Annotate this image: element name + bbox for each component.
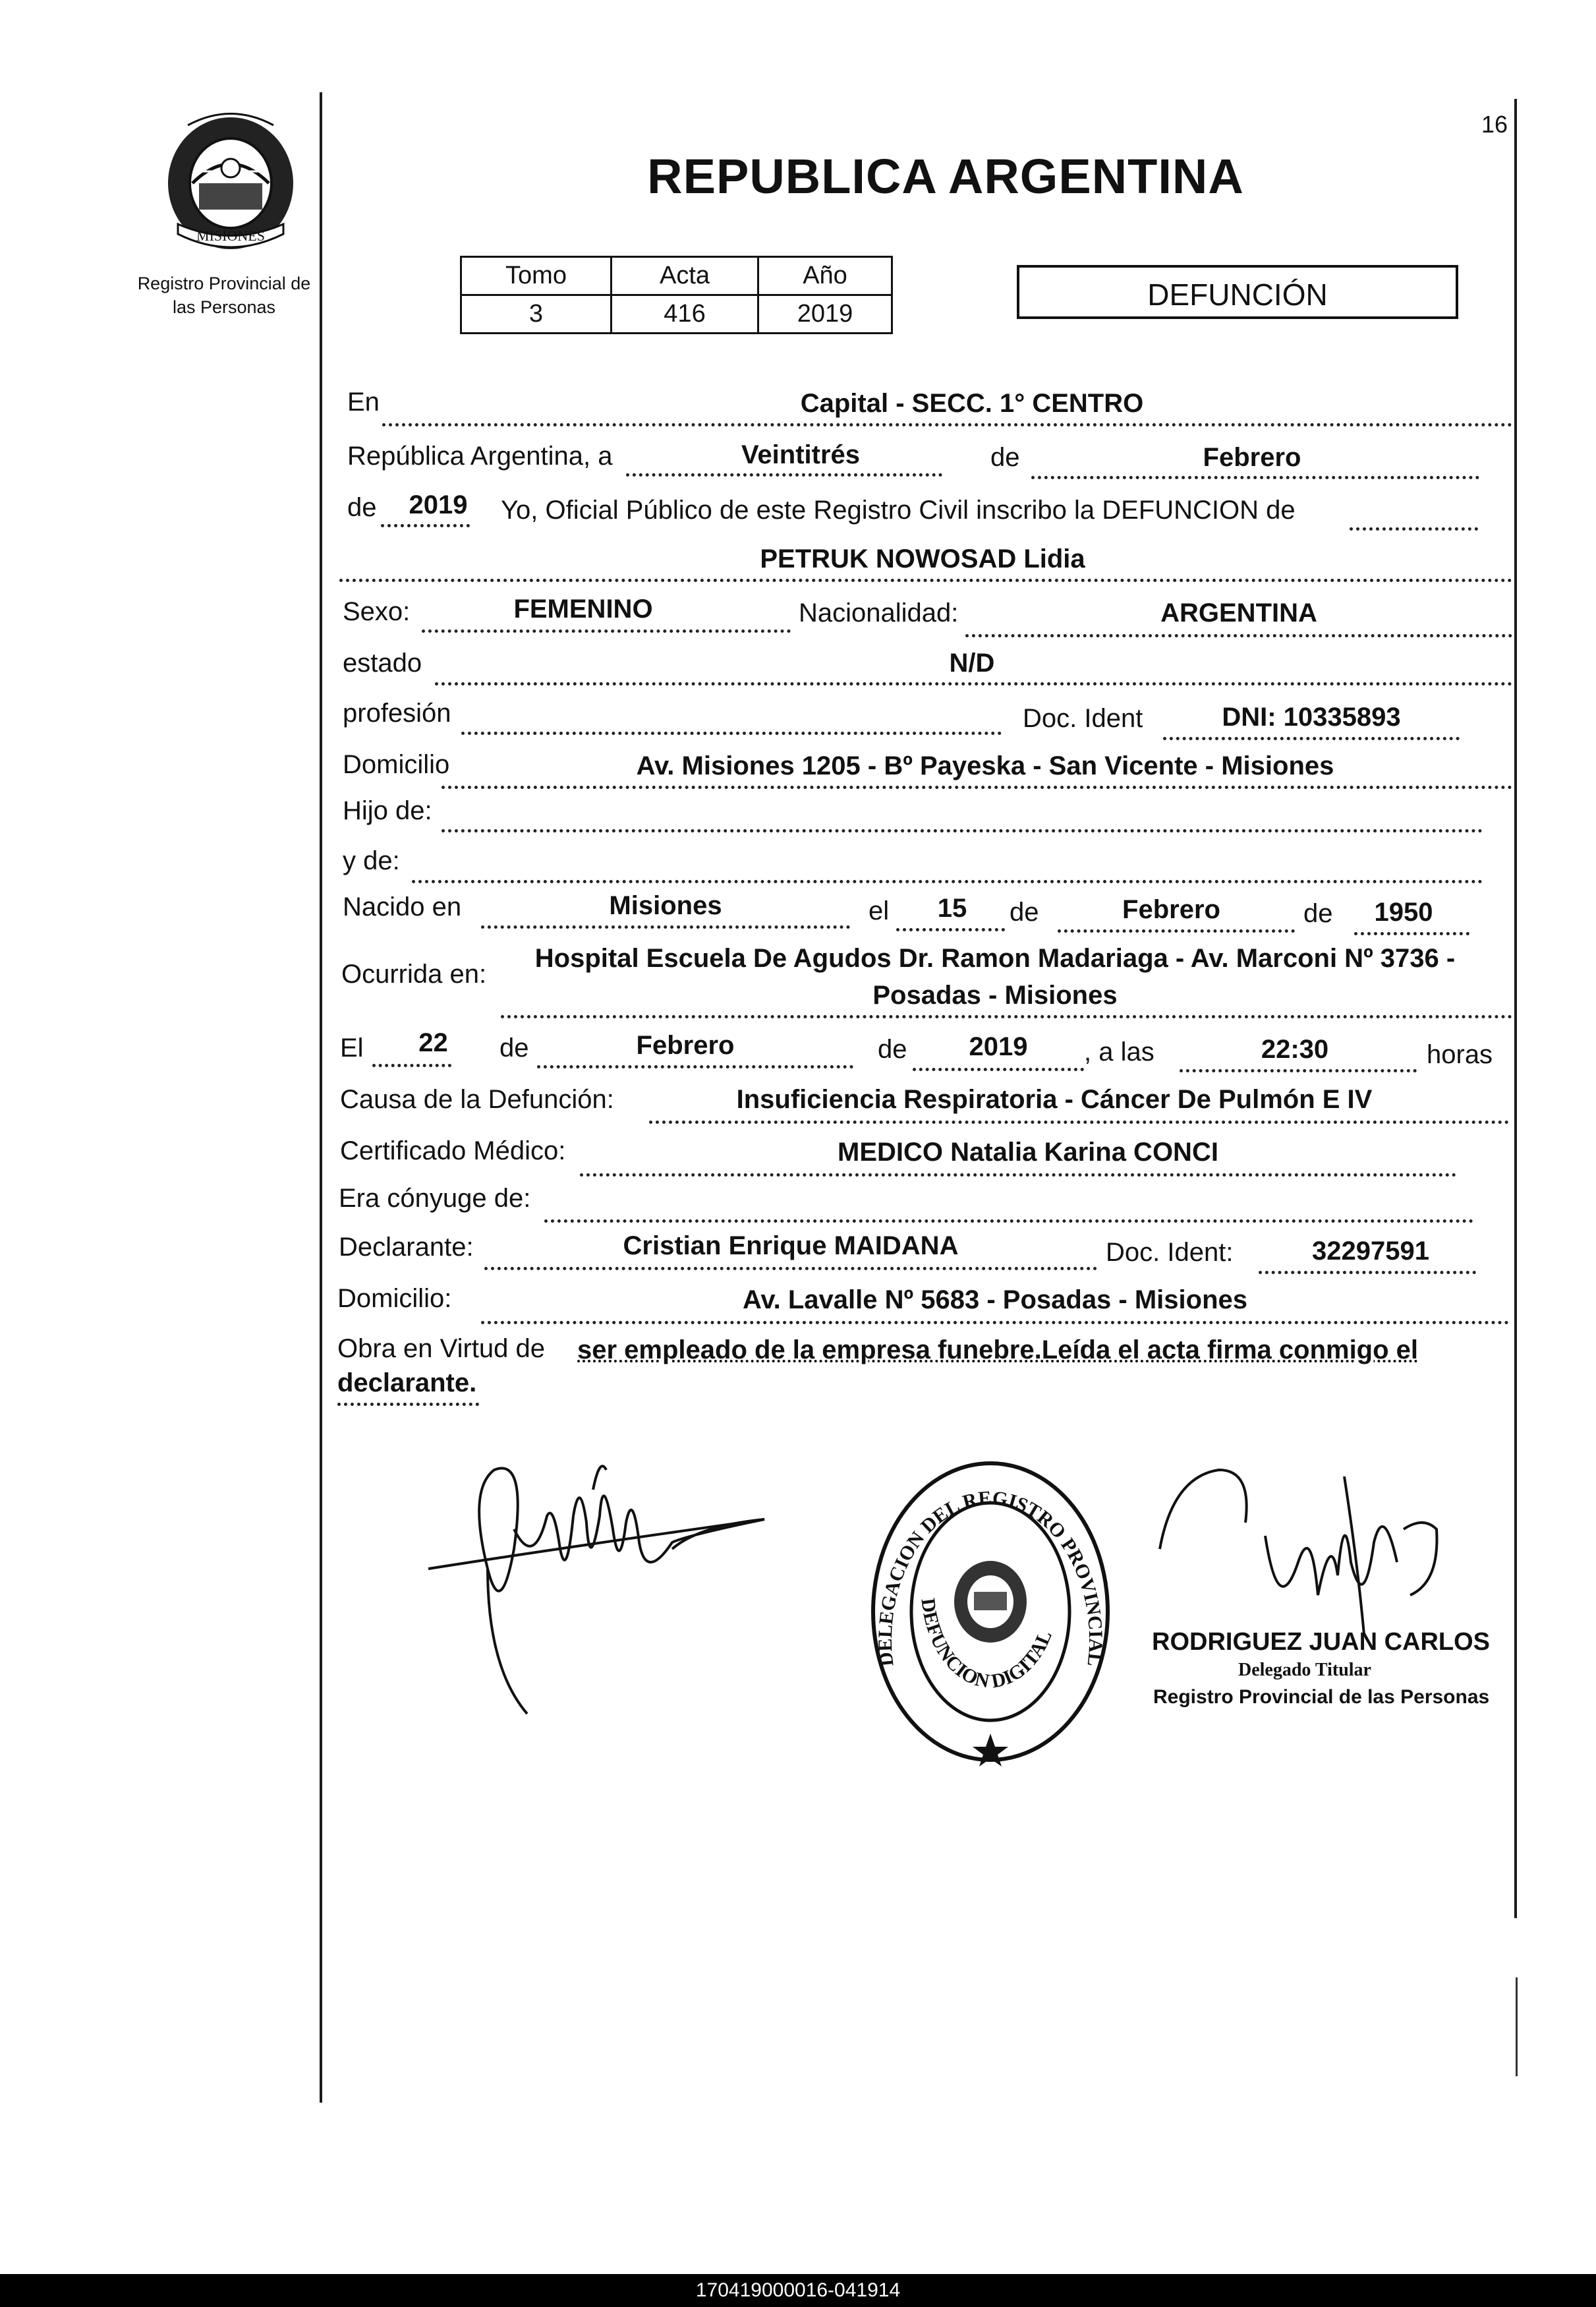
right-margin-line-lower <box>1516 1977 1518 2076</box>
deceased-name: PETRUK NOWOSAD Lidia <box>760 544 1085 573</box>
dotted-line <box>1180 1069 1417 1072</box>
anio-inscripcion: 2019 <box>409 490 468 519</box>
acta-header: Acta <box>612 257 758 295</box>
doc-ident-label: Doc. Ident <box>1023 704 1143 733</box>
dotted-line <box>442 829 1483 832</box>
dia-value: Veintitrés <box>741 440 861 469</box>
declarante-value: Cristian Enrique MAIDANA <box>623 1231 959 1260</box>
dotted-line <box>381 524 470 527</box>
dotted-line <box>337 1403 479 1406</box>
causa-value: Insuficiencia Respiratoria - Cáncer De Pulmón E IV <box>736 1085 1373 1114</box>
dotted-line <box>1259 1271 1476 1274</box>
de-label: de <box>878 1035 907 1064</box>
el-label: El <box>340 1034 364 1063</box>
obra-value-line1: ser empleado de la empresa funebre.Leída el acta firma conmigo el <box>577 1335 1419 1364</box>
defuncion-hora: 22:30 <box>1261 1035 1329 1064</box>
dotted-line <box>382 423 1512 426</box>
record-type-box: DEFUNCIÓN <box>1017 265 1458 319</box>
official-name: RODRIGUEZ JUAN CARLOS <box>1152 1628 1491 1656</box>
dotted-line <box>435 682 1512 686</box>
nacimiento-anio: 1950 <box>1374 898 1433 927</box>
dotted-line <box>580 1173 1456 1177</box>
official-office: Registro Provincial de las Personas <box>1153 1686 1490 1708</box>
nacido-lugar: Misiones <box>609 891 722 920</box>
sexo-value: FEMENINO <box>513 595 653 624</box>
right-margin-line <box>1514 99 1517 1918</box>
logo-caption-line2: las Personas <box>172 297 276 317</box>
profesion-label: profesión <box>343 699 451 728</box>
stamp-ring-text: DELEGACION DEL REGISTRO PROVINCIAL <box>874 1487 1107 1668</box>
defuncion-anio: 2019 <box>969 1032 1028 1061</box>
domicilio-value: Av. Misiones 1205 - Bº Payeska - San Vicente - Misiones <box>636 751 1334 780</box>
certificado-value: MEDICO Natalia Karina CONCI <box>838 1138 1218 1167</box>
tomo-value: 3 <box>461 295 612 334</box>
a-las-label: , a las <box>1084 1037 1154 1066</box>
dotted-line <box>896 928 1005 931</box>
de-label: de <box>499 1034 529 1063</box>
dotted-line <box>481 925 850 929</box>
province-seal-logo <box>152 105 310 257</box>
dotted-line <box>339 579 1512 582</box>
de-label: de <box>990 443 1020 472</box>
certificado-label: Certificado Médico: <box>340 1136 566 1165</box>
conyuge-label: Era cónyuge de: <box>339 1184 531 1213</box>
left-margin-line <box>320 92 322 2103</box>
nacimiento-dia: 15 <box>937 894 967 923</box>
dotted-line <box>544 1219 1473 1223</box>
acta-value: 416 <box>612 295 758 334</box>
de-label: de <box>347 493 377 522</box>
record-table <box>460 256 893 334</box>
doc-ident-label-2: Doc. Ident: <box>1106 1238 1234 1267</box>
stamp-inner-text: DEFUNCION DIGITAL <box>917 1596 1056 1693</box>
el-label: el <box>869 896 890 925</box>
tomo-header: Tomo <box>461 257 612 295</box>
dotted-line <box>1031 476 1479 479</box>
inscripcion-text: Yo, Oficial Público de este Registro Civil inscribo la DEFUNCION de <box>501 496 1296 525</box>
dotted-line <box>965 634 1512 637</box>
mes-value: Febrero <box>1203 443 1301 472</box>
dotted-line <box>1058 929 1295 933</box>
obra-label: Obra en Virtud de <box>337 1334 546 1363</box>
dotted-line <box>372 1064 451 1067</box>
ocurrida-value-line1: Hospital Escuela De Agudos Dr. Ramon Madariaga - Av. Marconi Nº 3736 - <box>534 944 1456 973</box>
domicilio-label-2: Domicilio: <box>337 1284 452 1313</box>
ocurrida-value-line2: Posadas - Misiones <box>872 981 1118 1010</box>
causa-label: Causa de la Defunción: <box>340 1085 614 1114</box>
registry-stamp <box>869 1457 1112 1767</box>
svg-text:MISIONES: MISIONES <box>196 227 265 244</box>
dotted-line <box>649 1121 1509 1124</box>
estado-value: N/D <box>949 649 995 678</box>
dotted-line <box>461 732 1002 735</box>
official-signature <box>1147 1463 1456 1648</box>
dotted-line <box>412 880 1483 883</box>
domicilio-label: Domicilio <box>343 750 450 779</box>
logo-caption-line1: Registro Provincial de <box>137 274 311 293</box>
doc-ident-value-2: 32297591 <box>1312 1237 1429 1266</box>
dotted-line <box>1163 737 1460 740</box>
logo-caption <box>119 272 329 319</box>
nacimiento-mes: Febrero <box>1122 895 1220 924</box>
anio-header: Año <box>758 257 892 295</box>
de-label: de <box>1010 898 1039 927</box>
horas-label: horas <box>1427 1040 1493 1069</box>
en-value: Capital - SECC. 1° CENTRO <box>800 389 1144 418</box>
defuncion-mes: Febrero <box>636 1031 735 1060</box>
nacionalidad-value: ARGENTINA <box>1160 599 1317 628</box>
ocurrida-label: Ocurrida en: <box>341 960 487 989</box>
declarante-label: Declarante: <box>339 1233 474 1262</box>
dotted-line <box>481 1321 1509 1324</box>
en-label: En <box>347 388 380 417</box>
nacido-label: Nacido en <box>343 892 462 921</box>
dotted-line <box>626 473 942 477</box>
official-role: Delegado Titular <box>1238 1660 1371 1680</box>
dotted-line <box>1354 932 1469 935</box>
domicilio-value-2: Av. Lavalle Nº 5683 - Posadas - Misiones <box>742 1285 1248 1314</box>
dotted-line <box>484 1267 1097 1270</box>
dotted-line <box>913 1068 1084 1071</box>
doc-ident-value: DNI: 10335893 <box>1222 703 1401 732</box>
sexo-label: Sexo: <box>343 597 411 626</box>
nacionalidad-label: Nacionalidad: <box>799 599 959 628</box>
republica-label: República Argentina, a <box>347 442 613 471</box>
anio-value: 2019 <box>758 295 892 334</box>
page-title: REPUBLICA ARGENTINA <box>647 149 1244 204</box>
defuncion-dia: 22 <box>418 1028 448 1057</box>
dotted-line <box>442 786 1512 789</box>
page-number: 16 <box>1481 111 1508 138</box>
y-de-label: y de: <box>343 846 400 875</box>
declarante-signature <box>422 1450 778 1727</box>
dotted-line <box>501 1015 1512 1018</box>
dotted-line <box>422 629 791 633</box>
document-footer-code: 170419000016-041914 <box>0 2274 1596 2307</box>
hijo-label: Hijo de: <box>343 796 432 825</box>
dotted-line <box>1350 527 1478 531</box>
obra-value-line2: declarante. <box>337 1368 477 1397</box>
de-label: de <box>1303 899 1333 928</box>
estado-label: estado <box>343 649 422 678</box>
dotted-line <box>537 1065 853 1068</box>
